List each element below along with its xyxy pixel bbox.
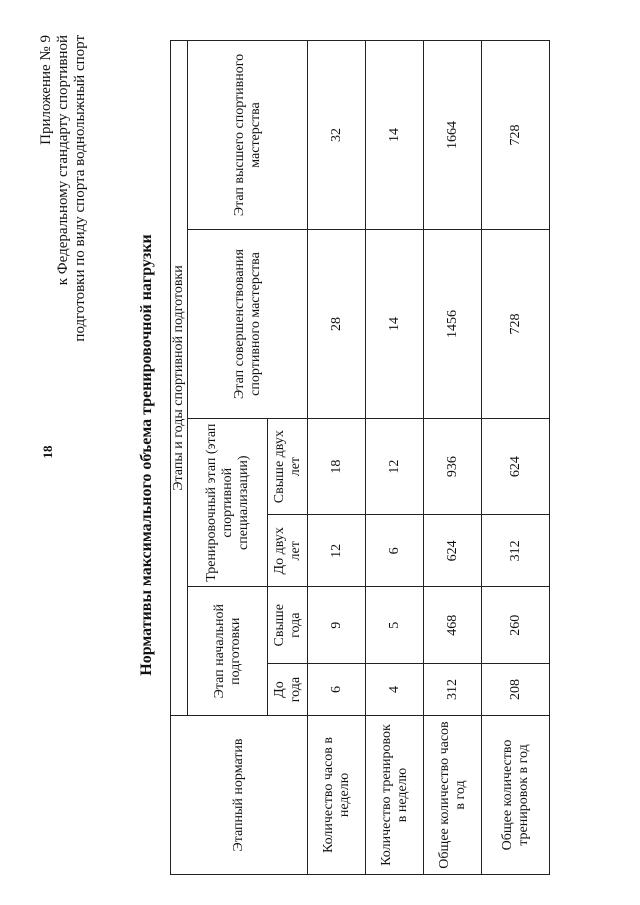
table-cell: 624: [424, 515, 482, 587]
table-row: [482, 41, 550, 875]
table-cell: 12: [308, 515, 366, 587]
table-row: [424, 41, 482, 875]
table-cell: 728: [482, 230, 550, 419]
table-cell: 208: [482, 664, 550, 716]
document-title: Нормативы максимального объема тренировочной нагрузки: [138, 234, 155, 676]
table-cell: 14: [366, 41, 424, 230]
row-label: Общее количество часов в год: [424, 716, 482, 875]
table-cell: 4: [366, 664, 424, 716]
table-row: [366, 41, 424, 875]
page-number: 18: [40, 445, 55, 459]
table-cell: 312: [482, 515, 550, 587]
group-header: Этапы и годы спортивной подготовки: [171, 41, 188, 716]
table-cell: 9: [308, 587, 366, 664]
table-cell: 260: [482, 587, 550, 664]
table-cell: 6: [366, 515, 424, 587]
table-cell: 468: [424, 587, 482, 664]
subheader: До двух лет: [268, 515, 308, 587]
table-row: [308, 41, 366, 875]
stage-header: Этап совершенствования спортивного мастерства: [188, 230, 308, 419]
row-label: Количество часов в неделю: [308, 716, 366, 875]
table-cell: 14: [366, 230, 424, 419]
norms-table: [170, 40, 550, 875]
corner-header: Этапный норматив: [171, 716, 308, 875]
table-cell: 1664: [424, 41, 482, 230]
table-cell: 6: [308, 664, 366, 716]
header-line-3: подготовки по виду спорта воднолыжный спорт: [72, 35, 88, 342]
table-cell: 28: [308, 230, 366, 419]
subheader: До года: [268, 664, 308, 716]
stage-header: Этап начальной подготовки: [188, 587, 268, 716]
row-label: Общее количество тренировок в год: [482, 716, 550, 875]
subheader: Свыше двух лет: [268, 419, 308, 515]
stage-header: Этап высшего спортивного мастерства: [188, 41, 308, 230]
table-cell: 624: [482, 419, 550, 515]
table-cell: 1456: [424, 230, 482, 419]
stage-header: Тренировочный этап (этап спортивной специализации): [188, 419, 268, 587]
table-cell: 5: [366, 587, 424, 664]
table-cell: 312: [424, 664, 482, 716]
header-line-2: к Федеральному стандарту спортивной: [55, 35, 71, 286]
table-cell: 32: [308, 41, 366, 230]
subheader: Свыше года: [268, 587, 308, 664]
table-cell: 18: [308, 419, 366, 515]
header-line-1: Приложение № 9: [38, 35, 54, 145]
table-cell: 728: [482, 41, 550, 230]
table-cell: 936: [424, 419, 482, 515]
appendix-header: [38, 35, 89, 365]
table-cell: 12: [366, 419, 424, 515]
row-label: Количество тренировок в неделю: [366, 716, 424, 875]
